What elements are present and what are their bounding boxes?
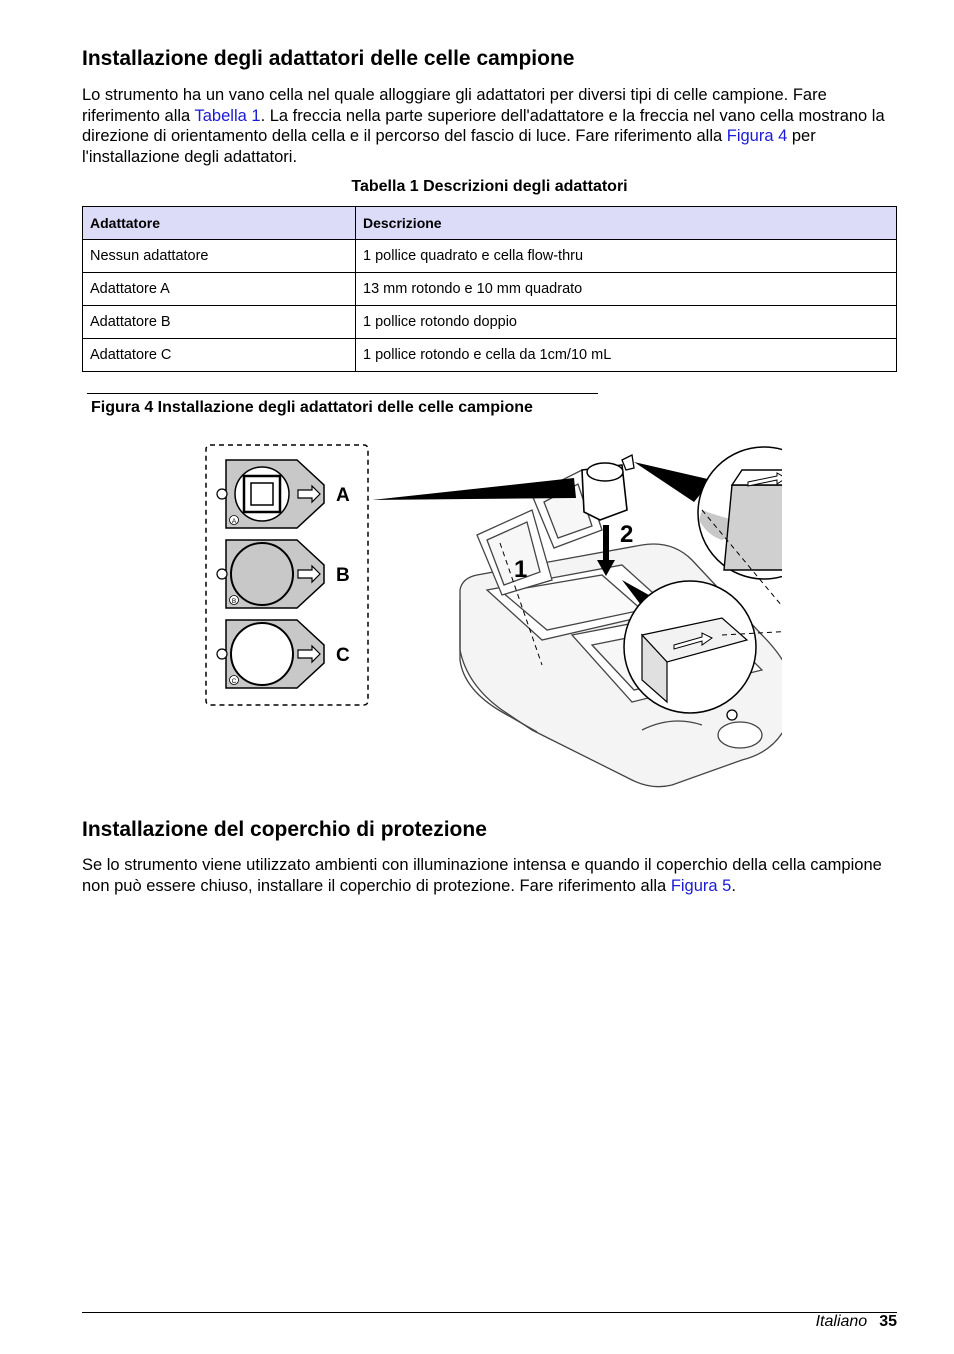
table-cell: Adattatore C (83, 339, 356, 372)
text: . (731, 876, 736, 895)
table-cell: 1 pollice rotondo doppio (356, 306, 897, 339)
figure-divider (87, 393, 598, 394)
column-header: Descrizione (356, 207, 897, 240)
table-cell: 1 pollice rotondo e cella da 1cm/10 mL (356, 339, 897, 372)
step-label-1: 1 (514, 556, 528, 583)
pointer-wedge (372, 478, 576, 500)
text: . La freccia nella parte superiore dell'adattatore e la freccia nel vano cella mostrano la direzione di orientamento della cella e il percorso del fascio di luce. Fare riferimento alla (82, 106, 885, 145)
adapter-label-a: A (336, 485, 350, 506)
step-label-2: 2 (620, 521, 634, 548)
footer-divider (82, 1312, 897, 1313)
magnified-adapter-detail (698, 447, 782, 579)
intro-paragraph (82, 85, 897, 167)
table-header-row (83, 207, 897, 240)
adapters-table (82, 206, 897, 372)
table-cell: Adattatore B (83, 306, 356, 339)
column-header: Adattatore (83, 207, 356, 240)
footer-language: Italiano (815, 1313, 868, 1330)
adapter-label-b: B (336, 565, 350, 586)
adapter-small-label-c: C (231, 678, 237, 685)
text: Lo strumento ha un vano cella nel quale alloggiare gli adattatori per diversi tipi di celle campione. Fare riferimento alla (82, 86, 827, 125)
figure-5-link[interactable]: Figura 5 (670, 876, 732, 895)
text: per l'installazione degli adattatori. (82, 127, 816, 166)
adapter-label-c: C (336, 645, 350, 666)
table-cell: Nessun adattatore (83, 240, 356, 273)
adapter-installation-illustration (202, 440, 782, 795)
table-cell: 1 pollice quadrato e cella flow-thru (356, 240, 897, 273)
page-number: 35 (879, 1313, 897, 1330)
text: Se lo strumento viene utilizzato ambienti con illuminazione intensa e quando il coperchio della cella campione non può essere chiuso, installare il coperchio di protezione. Fare riferimento alla (82, 856, 882, 895)
table-row (83, 339, 897, 372)
table-caption: Tabella 1 Descrizioni degli adattatori (351, 178, 628, 195)
section-heading-protective-cover: Installazione del coperchio di protezione (82, 818, 487, 841)
table-1-link[interactable]: Tabella 1 (194, 106, 261, 125)
adapter-small-label-b: B (231, 598, 237, 605)
table-cell: Adattatore A (83, 273, 356, 306)
figure-caption: Figura 4 Installazione degli adattatori delle celle campione (91, 399, 533, 416)
table-row (83, 306, 897, 339)
table-cell: 13 mm rotondo e 10 mm quadrato (356, 273, 897, 306)
protective-cover-paragraph (82, 855, 897, 896)
adapter-small-label-a: A (231, 518, 237, 525)
figure-4-link[interactable]: Figura 4 (726, 127, 788, 145)
table-row (83, 240, 897, 273)
page-footer (816, 1313, 897, 1331)
magnified-cell-holder-detail (624, 581, 756, 713)
section-heading-adapters: Installazione degli adattatori delle celle campione (82, 47, 575, 70)
table-row (83, 273, 897, 306)
